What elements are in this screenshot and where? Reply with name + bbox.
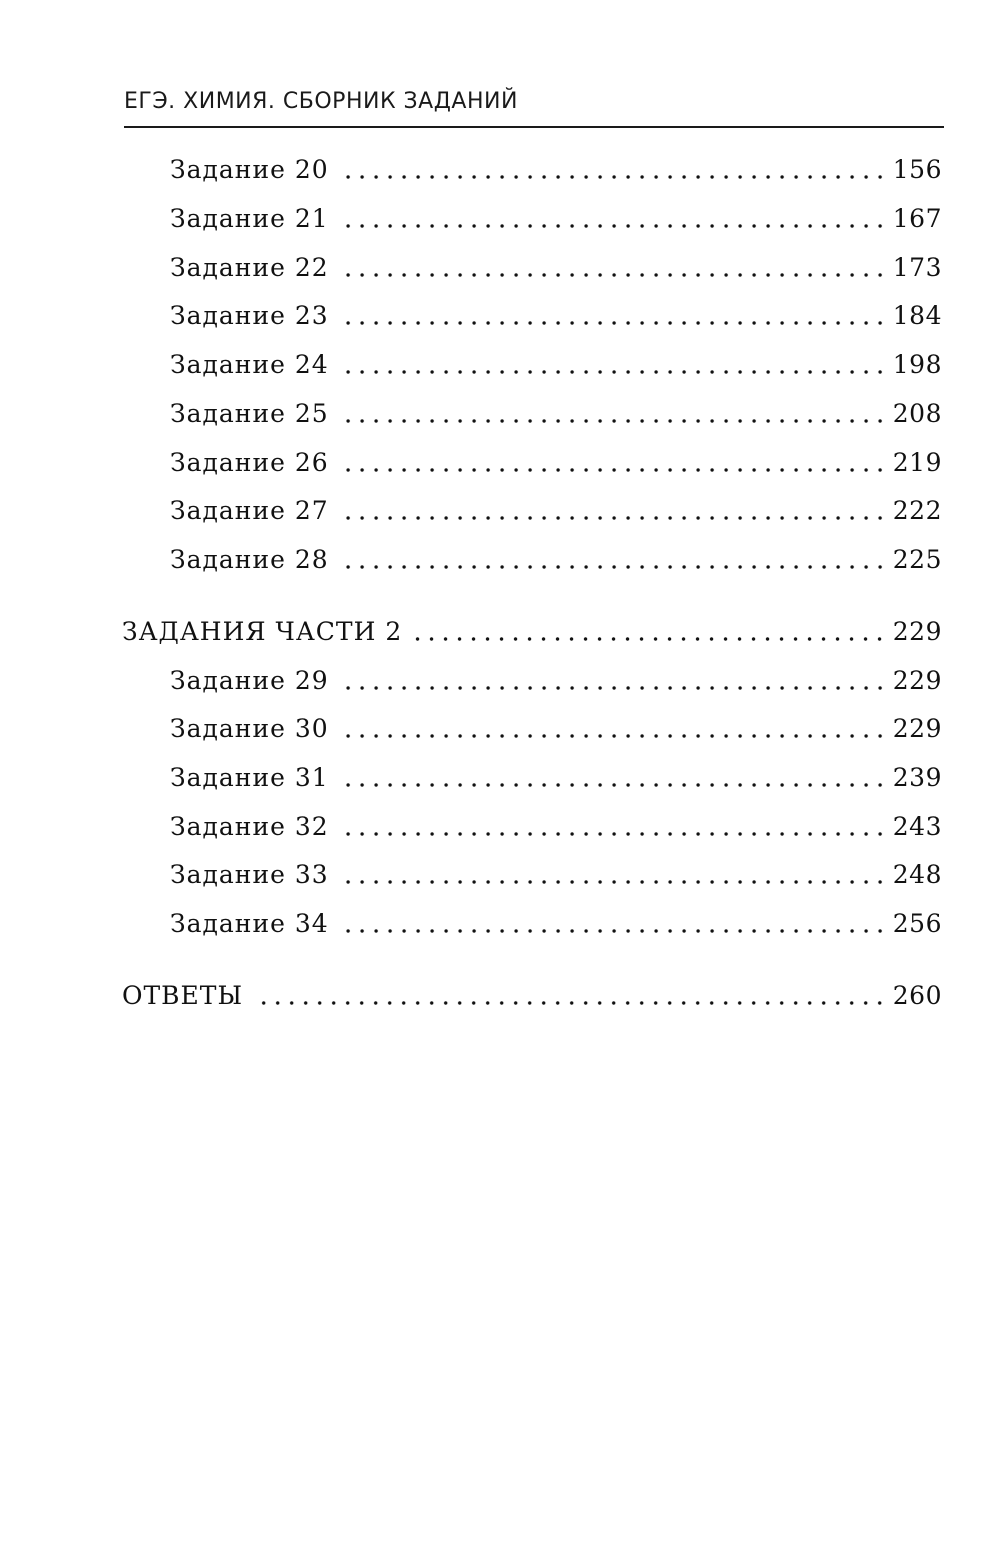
toc-entry-label: Задание 33: [170, 860, 329, 889]
toc-entry-page: 156: [892, 155, 942, 184]
toc-section-label: ЗАДАНИЯ ЧАСТИ 2: [122, 617, 403, 646]
toc-section-answers: [122, 971, 942, 1011]
toc-entry-page: 243: [892, 812, 942, 841]
toc-entry-label: Задание 23: [170, 301, 329, 330]
dot-leader: [339, 175, 887, 179]
toc-entry-task-29: [170, 656, 942, 696]
toc-entry-task-32: [170, 802, 942, 842]
toc-entry-page: 229: [892, 666, 942, 695]
toc-entry-task-31: [170, 753, 942, 793]
toc-entry-label: Задание 28: [170, 545, 329, 574]
toc-entry-task-20: [170, 145, 942, 185]
toc-entry-task-24: [170, 340, 942, 380]
dot-leader: [339, 832, 887, 836]
toc-entry-label: Задание 24: [170, 350, 329, 379]
toc-entry-label: Задание 29: [170, 666, 329, 695]
toc-entry-page: 239: [892, 763, 942, 792]
toc-entry-label: Задание 31: [170, 763, 329, 792]
dot-leader: [339, 929, 887, 933]
toc-entry-page: 256: [892, 909, 942, 938]
toc-entry-label: Задание 30: [170, 714, 329, 743]
dot-leader: [339, 468, 887, 472]
toc-entry-task-30: [170, 704, 942, 744]
dot-leader: [339, 734, 887, 738]
toc-entry-label: Задание 21: [170, 204, 329, 233]
toc-entry-page: 222: [892, 496, 942, 525]
toc-entry-label: Задание 27: [170, 496, 329, 525]
dot-leader: [412, 637, 887, 641]
dot-leader: [339, 565, 887, 569]
dot-leader: [339, 783, 887, 787]
toc-entry-task-26: [170, 438, 942, 478]
toc-entry-page: 173: [892, 253, 942, 282]
toc-entry-label: Задание 22: [170, 253, 329, 282]
dot-leader: [339, 419, 887, 423]
toc-entry-label: Задание 25: [170, 399, 329, 428]
toc-entry-page: 184: [892, 301, 942, 330]
book-title: ЕГЭ. ХИМИЯ. СБОРНИК ЗАДАНИЙ: [124, 89, 518, 114]
toc-entry-task-25: [170, 389, 942, 429]
toc-entry-task-33: [170, 850, 942, 890]
toc-entry-task-34: [170, 899, 942, 939]
dot-leader: [339, 516, 887, 520]
running-header: [124, 88, 944, 128]
toc-entry-page: 198: [892, 350, 942, 379]
dot-leader: [339, 686, 887, 690]
dot-leader: [339, 321, 887, 325]
toc-entry-label: Задание 32: [170, 812, 329, 841]
toc-entry-page: 248: [892, 860, 942, 889]
toc-entry-task-27: [170, 486, 942, 526]
dot-leader: [339, 273, 887, 277]
toc-section-part-2: [122, 607, 942, 647]
toc-entry-page: 208: [892, 399, 942, 428]
toc-section-page: 229: [892, 617, 942, 646]
dot-leader: [253, 1001, 887, 1005]
toc-entry-page: 167: [892, 204, 942, 233]
toc-entry-page: 219: [892, 448, 942, 477]
dot-leader: [339, 880, 887, 884]
dot-leader: [339, 370, 887, 374]
toc-entry-page: 225: [892, 545, 942, 574]
toc-section-label: ОТВЕТЫ: [122, 981, 244, 1010]
toc-entry-label: Задание 34: [170, 909, 329, 938]
toc-entry-label: Задание 20: [170, 155, 329, 184]
toc-entry-label: Задание 26: [170, 448, 329, 477]
toc-section-page: 260: [892, 981, 942, 1010]
toc-entry-task-21: [170, 194, 942, 234]
toc-entry-page: 229: [892, 714, 942, 743]
toc-entry-task-23: [170, 291, 942, 331]
toc-entry-task-28: [170, 535, 942, 575]
toc-entry-task-22: [170, 243, 942, 283]
dot-leader: [339, 224, 887, 228]
